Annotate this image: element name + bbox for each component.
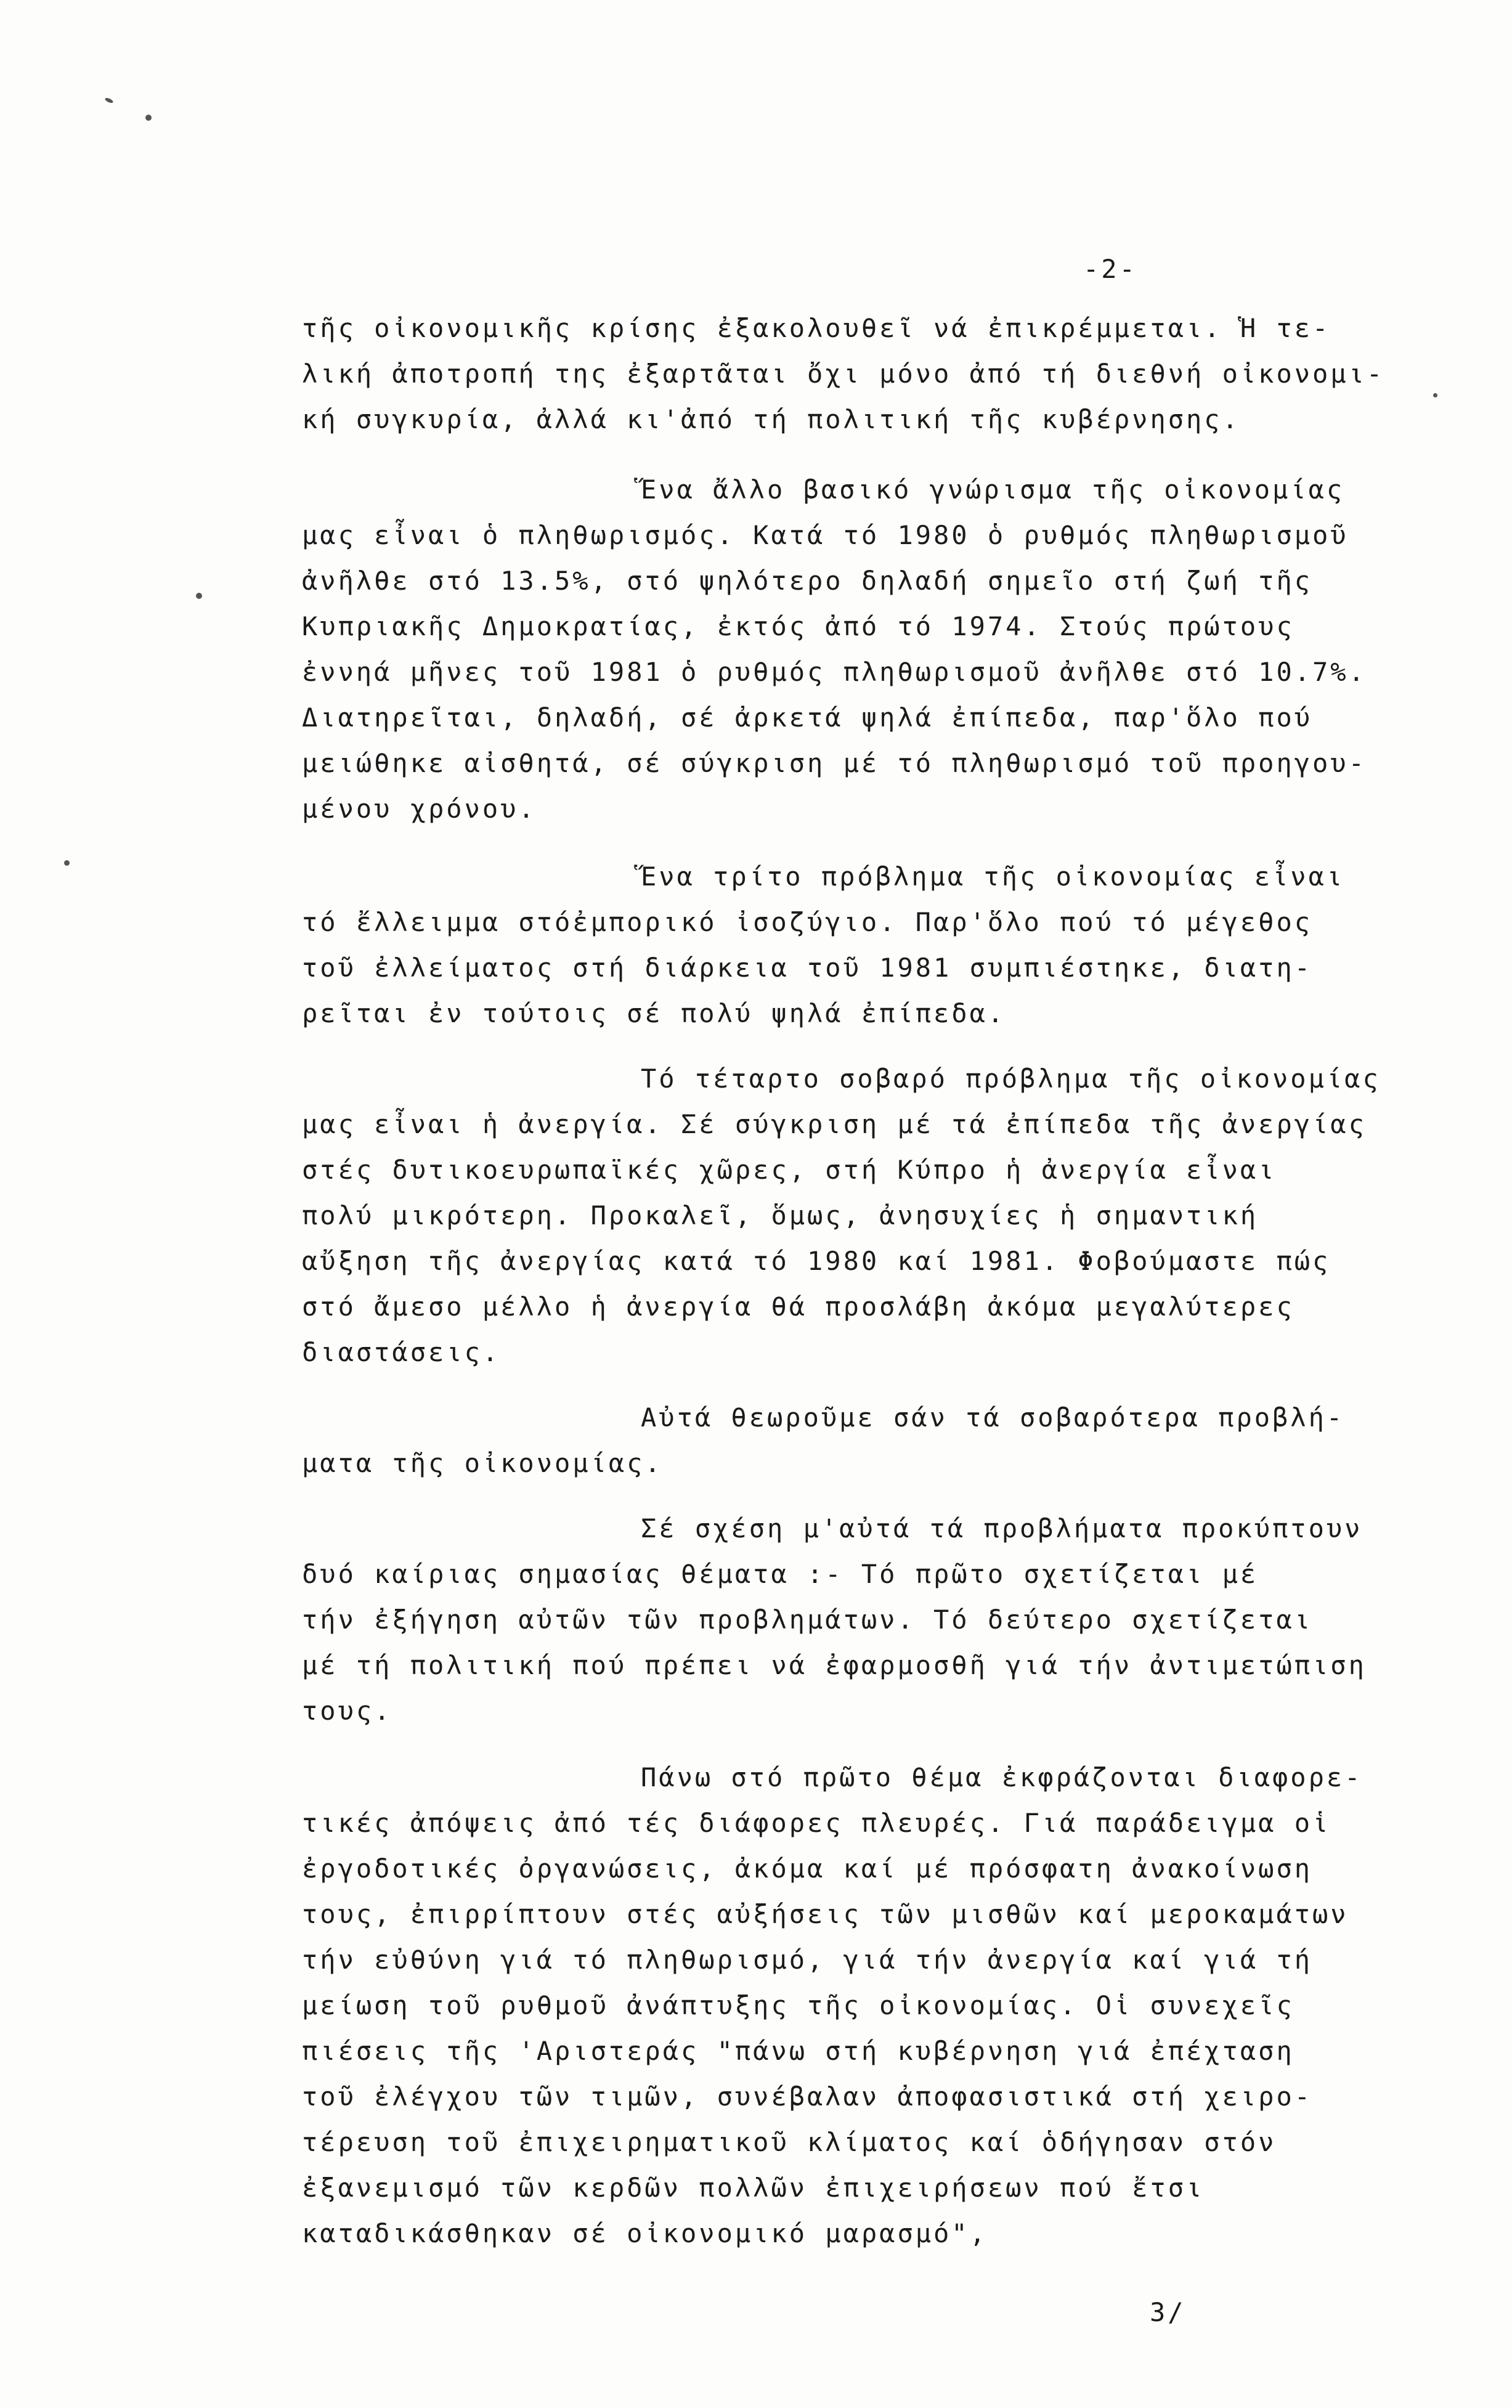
text-line: Ἕνα ἄλλο βασικό γνώρισμα τῆς οἰκονομίας [641, 474, 1345, 505]
scan-speck [104, 97, 113, 104]
text-line: τό ἔλλειμμα στόἐμπορικό ἰσοζύγιο. Παρ'ὅλο πού τό μέγεθος [302, 907, 1313, 937]
text-line: τοῦ ἐλλείματος στή διάρκεια τοῦ 1981 συμπιέστηκε, διατη- [302, 953, 1313, 983]
text-line: μέ τή πολιτική πού πρέπει νά ἐφαρμοσθῆ γιά τήν ἀντιμετώπιση [302, 1650, 1367, 1680]
scan-speck [1433, 393, 1437, 397]
next-page-marker: 3/ [1150, 2297, 1186, 2327]
text-line: δυό καίριας σημασίας θέματα :- Τό πρῶτο σχετίζεται μέ [302, 1559, 1259, 1589]
text-line: τῆς οἰκονομικῆς κρίσης ἐξακολουθεῖ νά ἐπικρέμμεται. Ἡ τε- [302, 313, 1331, 343]
text-line: κή συγκυρία, ἀλλά κι'ἀπό τή πολιτική τῆς κυβέρνησης. [302, 404, 1240, 434]
text-line: μας εἶναι ὁ πληθωρισμός. Κατά τό 1980 ὁ ρυθμός πληθωρισμοῦ [302, 520, 1349, 550]
text-line: Ἕνα τρίτο πρόβλημα τῆς οἰκονομίας εἶναι [641, 861, 1345, 892]
text-line: τοῦ ἐλέγχου τῶν τιμῶν, συνέβαλαν ἀποφασιστικά στή χειρο- [302, 2081, 1313, 2112]
text-line: τήν ἐξήγηση αὐτῶν τῶν προβλημάτων. Τό δεύτερο σχετίζεται [302, 1605, 1313, 1635]
text-line: αὔξηση τῆς ἀνεργίας κατά τό 1980 καί 1981. Φοβούμαστε πώς [302, 1246, 1331, 1276]
scan-speck [64, 860, 70, 866]
text-line: Πάνω στό πρῶτο θέμα ἐκφράζονται διαφορε- [641, 1762, 1363, 1792]
text-line: Αὐτά θεωροῦμε σάν τά σοβαρότερα προβλή- [641, 1402, 1345, 1433]
text-line: μείωση τοῦ ρυθμοῦ ἀνάπτυξης τῆς οἰκονομίας. Οἱ συνεχεῖς [302, 1990, 1295, 2020]
text-line: μειώθηκε αἰσθητά, σέ σύγκριση μέ τό πληθωρισμό τοῦ προηγου- [302, 748, 1367, 778]
text-line: ἀνῆλθε στό 13.5%, στό ψηλότερο δηλαδή σημεῖο στή ζωή τῆς [302, 566, 1313, 596]
text-line: τους. [302, 1696, 392, 1726]
text-line: τους, ἐπιρρίπτουν στές αὐξήσεις τῶν μισθῶν καί μεροκαμάτων [302, 1899, 1349, 1929]
text-line: ρεῖται ἐν τούτοις σέ πολύ ψηλά ἐπίπεδα. [302, 998, 1006, 1028]
text-line: πιέσεις τῆς 'Αριστεράς "πάνω στή κυβέρνηση γιά ἐπέχταση [302, 2036, 1295, 2066]
text-line: λική ἀποτροπή της ἐξαρτᾶται ὄχι μόνο ἀπό τή διεθνή οἰκονομι- [302, 359, 1385, 389]
text-line: Διατηρεῖται, δηλαδή, σέ ἀρκετά ψηλά ἐπίπεδα, παρ'ὅλο πού [302, 702, 1313, 733]
text-line: στό ἄμεσο μέλλο ἡ ἀνεργία θά προσλάβη ἀκόμα μεγαλύτερες [302, 1291, 1295, 1322]
text-line: διαστάσεις. [302, 1337, 501, 1367]
text-line: ματα τῆς οἰκονομίας. [302, 1448, 663, 1478]
text-line: μένου χρόνου. [302, 794, 537, 824]
page-number: -2- [1083, 254, 1137, 284]
text-line: ἐννηά μῆνες τοῦ 1981 ὁ ρυθμός πληθωρισμοῦ ἀνῆλθε στό 10.7%. [302, 657, 1367, 687]
text-line: τήν εὐθύνη γιά τό πληθωρισμό, γιά τήν ἀνεργία καί γιά τή [302, 1945, 1313, 1975]
text-line: ἐργοδοτικές ὀργανώσεις, ἀκόμα καί μέ πρόσφατη ἀνακοίνωση [302, 1853, 1313, 1884]
text-line: στές δυτικοευρωπαϊκές χῶρες, στή Κύπρο ἡ ἀνεργία εἶναι [302, 1155, 1277, 1185]
text-line: καταδικάσθηκαν σέ οἰκονομικό μαρασμό", [302, 2218, 988, 2248]
text-line: Τό τέταρτο σοβαρό πρόβλημα τῆς οἰκονομίας [641, 1064, 1381, 1094]
text-line: μας εἶναι ἡ ἀνεργία. Σέ σύγκριση μέ τά ἐπίπεδα τῆς ἀνεργίας [302, 1109, 1367, 1139]
text-line: ἐξανεμισμό τῶν κερδῶν πολλῶν ἐπιχειρήσεων πού ἔτσι [302, 2173, 1205, 2203]
text-line: τικές ἀπόψεις ἀπό τές διάφορες πλευρές. Γιά παράδειγμα οἱ [302, 1808, 1331, 1838]
text-line: Κυπριακῆς Δημοκρατίας, ἐκτός ἀπό τό 1974. Στούς πρώτους [302, 611, 1295, 641]
scan-speck [196, 593, 202, 599]
scan-speck [145, 115, 152, 121]
text-line: Σέ σχέση μ'αὐτά τά προβλήματα προκύπτουν [641, 1513, 1363, 1544]
text-line: πολύ μικρότερη. Προκαλεῖ, ὅμως, ἀνησυχίες ἡ σημαντική [302, 1200, 1259, 1230]
text-line: τέρευση τοῦ ἐπιχειρηματικοῦ κλίματος καί ὁδήγησαν στόν [302, 2127, 1277, 2157]
